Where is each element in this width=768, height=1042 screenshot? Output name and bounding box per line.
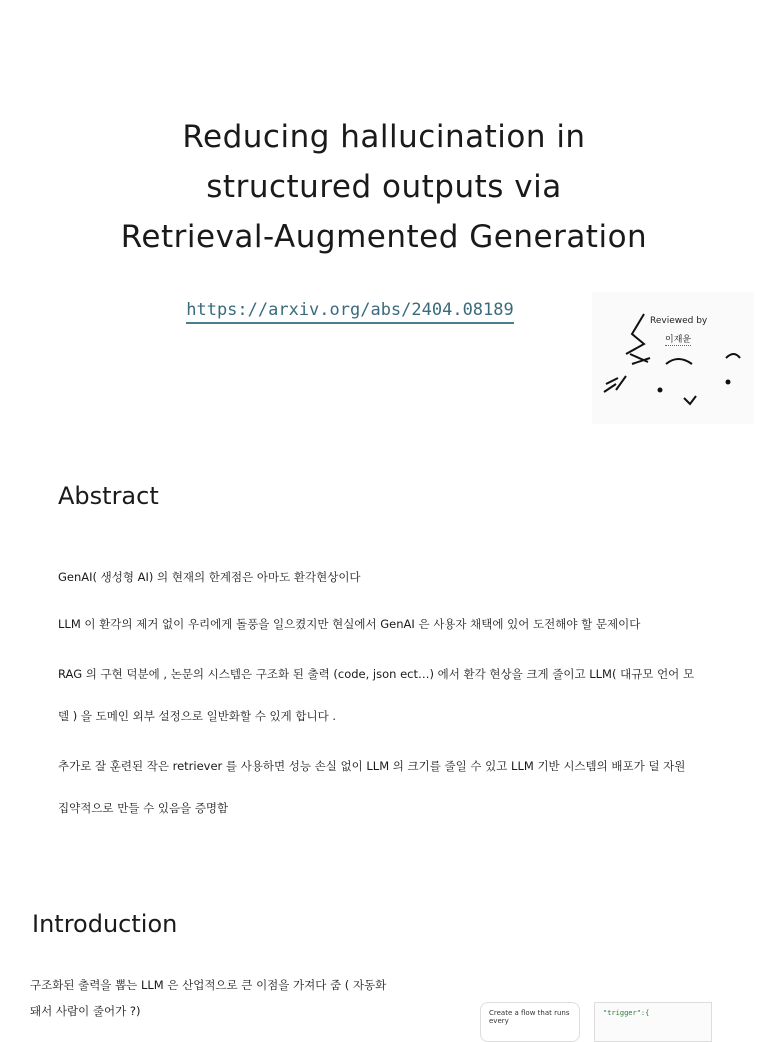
json-thumbnail: "trigger":{ — [594, 1002, 712, 1042]
title-line-2: structured outputs via — [206, 169, 562, 205]
abstract-paragraph-1: GenAI( 생성형 AI) 의 현재의 한계점은 아마도 환각현상이다 — [58, 570, 361, 584]
introduction-line-1: 구조화된 출력을 뽑는 LLM 은 산업적으로 큰 이점을 가져다 줌 ( 자동화 — [30, 978, 387, 992]
doodle-icon — [592, 292, 754, 424]
reviewer-name: 이재윤 — [665, 332, 691, 346]
abstract-paragraph-4-line-2: 집약적으로 만들 수 있음을 증명함 — [58, 801, 229, 815]
abstract-paragraph-4 — [58, 745, 685, 829]
abstract-paragraph-3-line-1: RAG 의 구현 덕분에 , 논문의 시스템은 구조화 된 출력 (code, json ect…) 에서 환각 현상을 크게 줄이고 LLM( 대규모 언어 모 — [58, 667, 695, 681]
paper-title — [0, 112, 768, 262]
abstract-heading: Abstract — [58, 482, 159, 510]
abstract-paragraph-3-line-2: 델 ) 을 도메인 외부 설정으로 일반화할 수 있게 합니다 . — [58, 709, 336, 723]
title-line-3: Retrieval-Augmented Generation — [120, 219, 648, 255]
arxiv-link[interactable]: https://arxiv.org/abs/2404.08189 — [186, 300, 514, 324]
introduction-line-2: 돼서 사람이 줄어가 ?) — [30, 1004, 141, 1018]
prompt-thumbnail: Create a flow that runs every — [480, 1002, 580, 1042]
introduction-heading: Introduction — [32, 910, 178, 938]
abstract-paragraph-3 — [58, 653, 694, 737]
title-line-1: Reducing hallucination in — [182, 119, 586, 155]
reviewed-by-label: Reviewed by — [650, 316, 708, 326]
abstract-paragraph-2: LLM 이 환각의 제거 없이 우리에게 돌풍을 일으켰지만 현실에서 GenAI 은 사용자 채택에 있어 도전해야 할 문제이다 — [58, 617, 641, 631]
introduction-paragraph — [30, 972, 386, 1024]
abstract-paragraph-4-line-1: 추가로 잘 훈련된 작은 retriever 를 사용하면 성능 손실 없이 LLM 의 크기를 줄일 수 있고 LLM 기반 시스템의 배포가 덜 자원 — [58, 759, 686, 773]
reviewer-sketch — [592, 292, 754, 424]
